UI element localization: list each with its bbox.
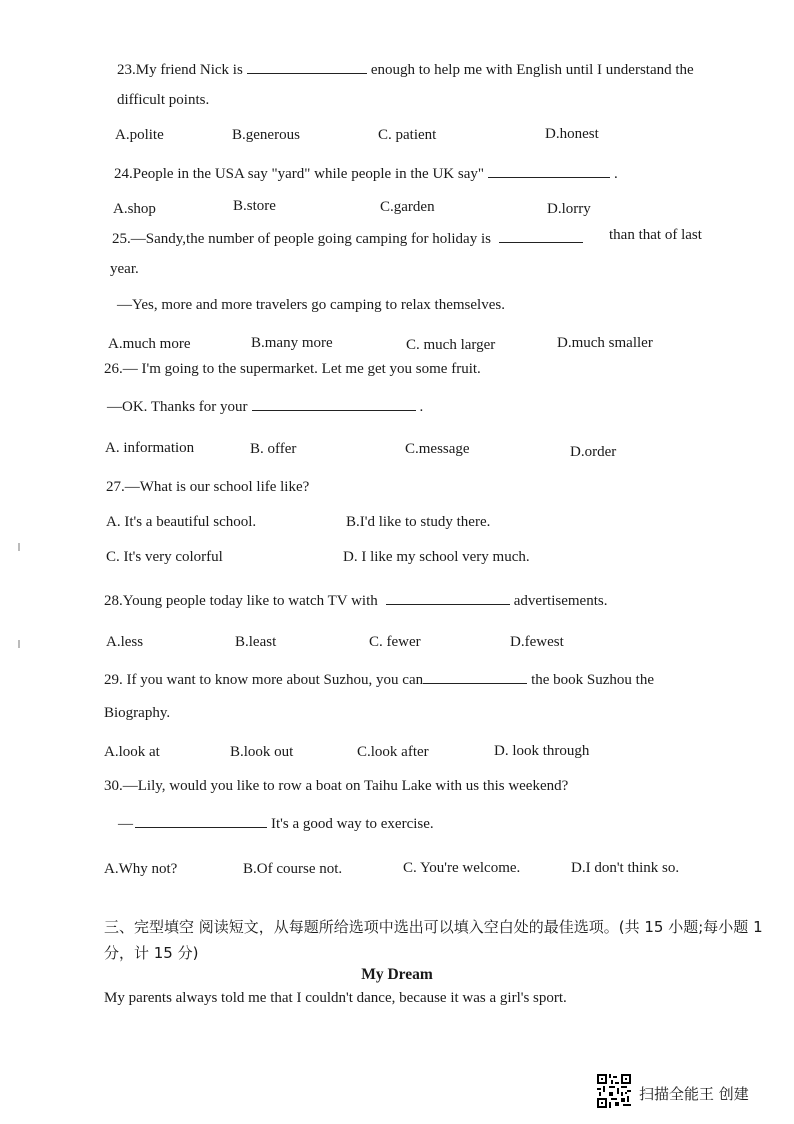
q23-stem-a: 23.My friend Nick is (117, 62, 243, 78)
scan-mark (18, 640, 20, 648)
q24-end: . (613, 166, 618, 182)
q29-option-b: B.look out (230, 744, 294, 760)
passage-title: My Dream (361, 966, 433, 983)
q24-option-c: C.garden (380, 199, 435, 215)
q30-dash: — (118, 816, 133, 832)
q26-end: . (419, 399, 424, 415)
q30-blank (135, 826, 267, 828)
q24-option-b: B.store (233, 198, 276, 214)
q26-option-c: C.message (405, 441, 470, 457)
q25-option-d: D.much smaller (557, 335, 653, 351)
q26-option-b: B. offer (250, 441, 297, 457)
q29-line1 (104, 672, 654, 689)
q26-option-a: A. information (105, 440, 195, 456)
q29-blank (423, 682, 527, 684)
q27-line1: 27.—What is our school life like? (106, 479, 310, 495)
q24-line1 (114, 166, 618, 183)
q30-reply (118, 816, 434, 833)
q25-reply: —Yes, more and more travelers go camping to relax themselves. (117, 297, 505, 313)
q23-option-a: A.polite (115, 127, 164, 143)
q27-option-a: A. It's a beautiful school. (106, 514, 257, 530)
q25-line1-a (112, 231, 587, 248)
q26-blank (252, 409, 416, 411)
scanner-brand: 扫描全能王 创建 (639, 1085, 749, 1103)
q26-option-d: D.order (570, 444, 617, 460)
q30-line1: 30.—Lily, would you like to row a boat on Taihu Lake with us this weekend? (104, 778, 569, 794)
q28-stem-a: 28.Young people today like to watch TV with (104, 593, 378, 609)
q25-line2: year. (110, 261, 139, 277)
q24-option-d: D.lorry (547, 201, 591, 217)
section-heading: 三、完型填空 阅读短文，从每题所给选项中选出可以填入空白处的最佳选项。(共 15 小题;每小题 1 分，计 15 分) (104, 918, 763, 962)
q26-reply-text: —OK. Thanks for your (107, 399, 248, 415)
q28-stem-b: advertisements. (513, 593, 608, 609)
q25-stem-a: 25.—Sandy,the number of people going camping for holiday is (112, 231, 491, 247)
q23-line1 (117, 62, 694, 79)
q24-stem: 24.People in the USA say "yard" while people in the UK say" (114, 166, 484, 182)
q30-option-c: C. You're welcome. (403, 860, 521, 876)
q30-reply-b: It's a good way to exercise. (271, 816, 434, 832)
q30-option-d: D.I don't think so. (571, 860, 680, 876)
q29-option-d: D. look through (494, 743, 590, 759)
q23-option-b: B.generous (232, 127, 300, 143)
q25-option-b: B.many more (251, 335, 333, 351)
q29-stem-b: the book Suzhou the (531, 672, 655, 688)
qr-code-icon (597, 1074, 631, 1108)
q25-option-c: C. much larger (406, 337, 496, 353)
q23-option-d: D.honest (545, 126, 599, 142)
scan-mark (18, 543, 20, 551)
q24-option-a: A.shop (113, 201, 156, 217)
q27-option-b: B.I'd like to study there. (346, 514, 491, 530)
q23-option-c: C. patient (378, 127, 437, 143)
q29-line2: Biography. (104, 705, 171, 721)
q28-option-b: B.least (235, 634, 277, 650)
q23-blank (247, 72, 367, 74)
q27-option-d: D. I like my school very much. (343, 549, 530, 565)
q24-blank (488, 176, 610, 178)
q28-option-c: C. fewer (369, 634, 421, 650)
q30-option-b: B.Of course not. (243, 861, 343, 877)
q28-blank (386, 603, 510, 605)
q29-stem-a: 29. If you want to know more about Suzhou, you can (104, 672, 424, 688)
q29-option-c: C.look after (357, 744, 429, 760)
q26-reply (107, 399, 423, 416)
q25-option-a: A.much more (108, 336, 191, 352)
q29-option-a: A.look at (104, 744, 160, 760)
q27-option-c: C. It's very colorful (106, 549, 223, 565)
q23-stem-b: enough to help me with English until I understand the (370, 62, 694, 78)
q25-stem-b: than that of last (609, 227, 702, 243)
q23-line2: difficult points. (117, 92, 210, 108)
q26-line1: 26.— I'm going to the supermarket. Let me get you some fruit. (104, 361, 481, 377)
q28-option-a: A.less (106, 634, 144, 650)
q28-line1 (104, 593, 607, 610)
q30-option-a: A.Why not? (104, 861, 178, 877)
passage-first-line: My parents always told me that I couldn't dance, because it was a girl's sport. (104, 990, 567, 1006)
q25-blank (499, 241, 583, 243)
q28-option-d: D.fewest (510, 634, 564, 650)
